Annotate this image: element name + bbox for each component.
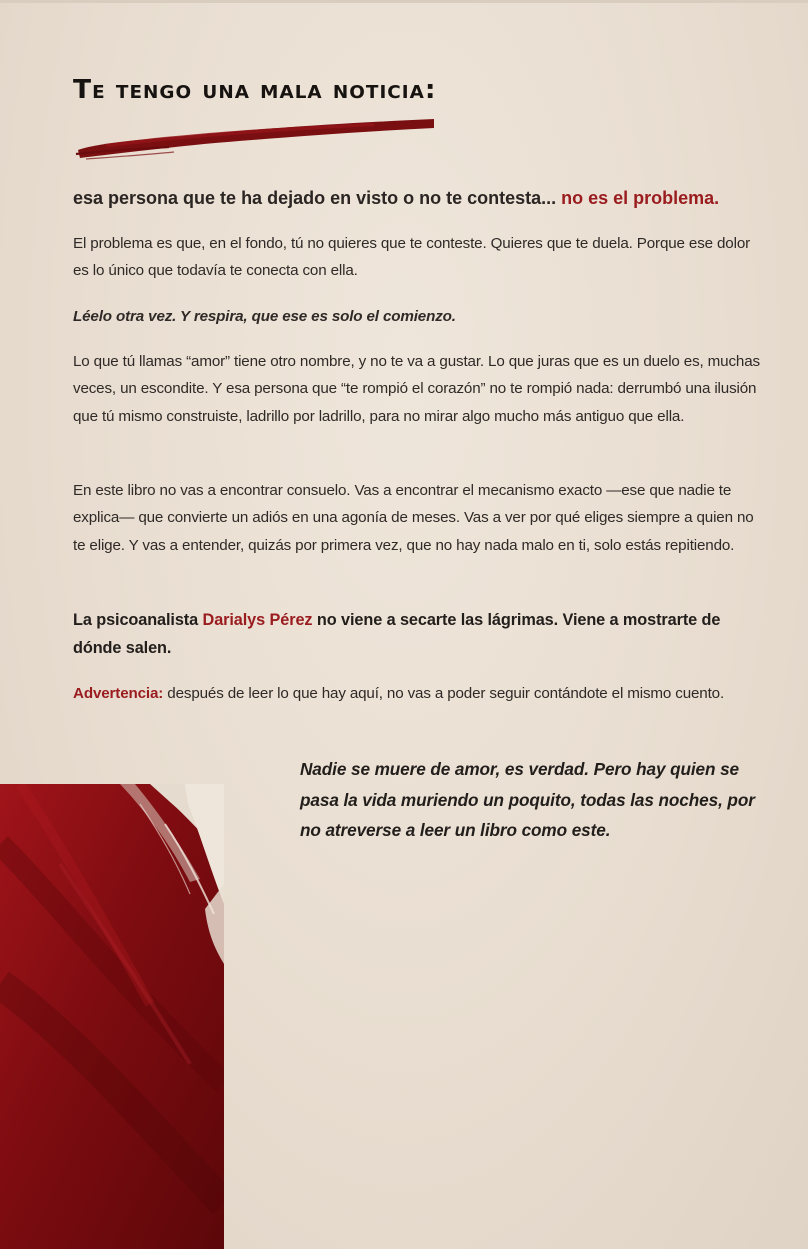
closing-quote: Nadie se muere de amor, es verdad. Pero hay quien se pasa la vida muriendo un poquito, todas las noches, por no atreverse a leer un libro como este. (300, 759, 755, 841)
lead-text: esa persona que te ha dejado en visto o no te contesta... (73, 188, 557, 208)
lead-sentence (73, 184, 773, 212)
red-brush-underline (74, 114, 440, 162)
author-suffix: no viene a secarte las lágrimas. Viene a mostrarte de dónde salen. (73, 611, 721, 658)
author-name: Darialys Pérez (202, 611, 313, 629)
paragraph-love-name: Lo que tú llamas “amor” tiene otro nombre, y no te va a gustar. Lo que juras que es un duelo es, muchas veces, un escondite. Y esa persona que “te rompió el corazón” no te rompió nada: derrumbó una ilusión que tú mismo construiste, ladrillo por ladrillo, para no mirar algo mucho más antiguo que ella. (73, 353, 760, 425)
author-prefix: La psicoanalista (73, 611, 199, 629)
top-edge (0, 0, 808, 3)
paragraph-read-again: Léelo otra vez. Y respira, que ese es solo el comienzo. (73, 308, 456, 325)
warning-paragraph (73, 680, 763, 707)
red-paint-panel (0, 784, 224, 1249)
paragraph-this-book: En este libro no vas a encontrar consuelo. Vas a encontrar el mecanismo exacto —ese que nadie te explica— que convierte un adiós en una agonía de meses. Vas a ver por qué eliges siempre a quien no te elige. Y vas a entender, quizás por primera vez, que no hay nada malo en ti, solo estás repitiendo. (73, 482, 754, 554)
page-title: Te tengo una mala noticia: (73, 75, 437, 105)
author-statement (73, 606, 763, 663)
lead-highlight: no es el problema. (561, 188, 720, 208)
paragraph-problem: El problema es que, en el fondo, tú no quieres que te conteste. Quieres que te duela. Porque ese dolor es lo único que todavía te conecta con ella. (73, 235, 751, 280)
warning-label: Advertencia: (73, 685, 164, 702)
warning-text: después de leer lo que hay aquí, no vas a poder seguir contándote el mismo cuento. (167, 685, 725, 702)
